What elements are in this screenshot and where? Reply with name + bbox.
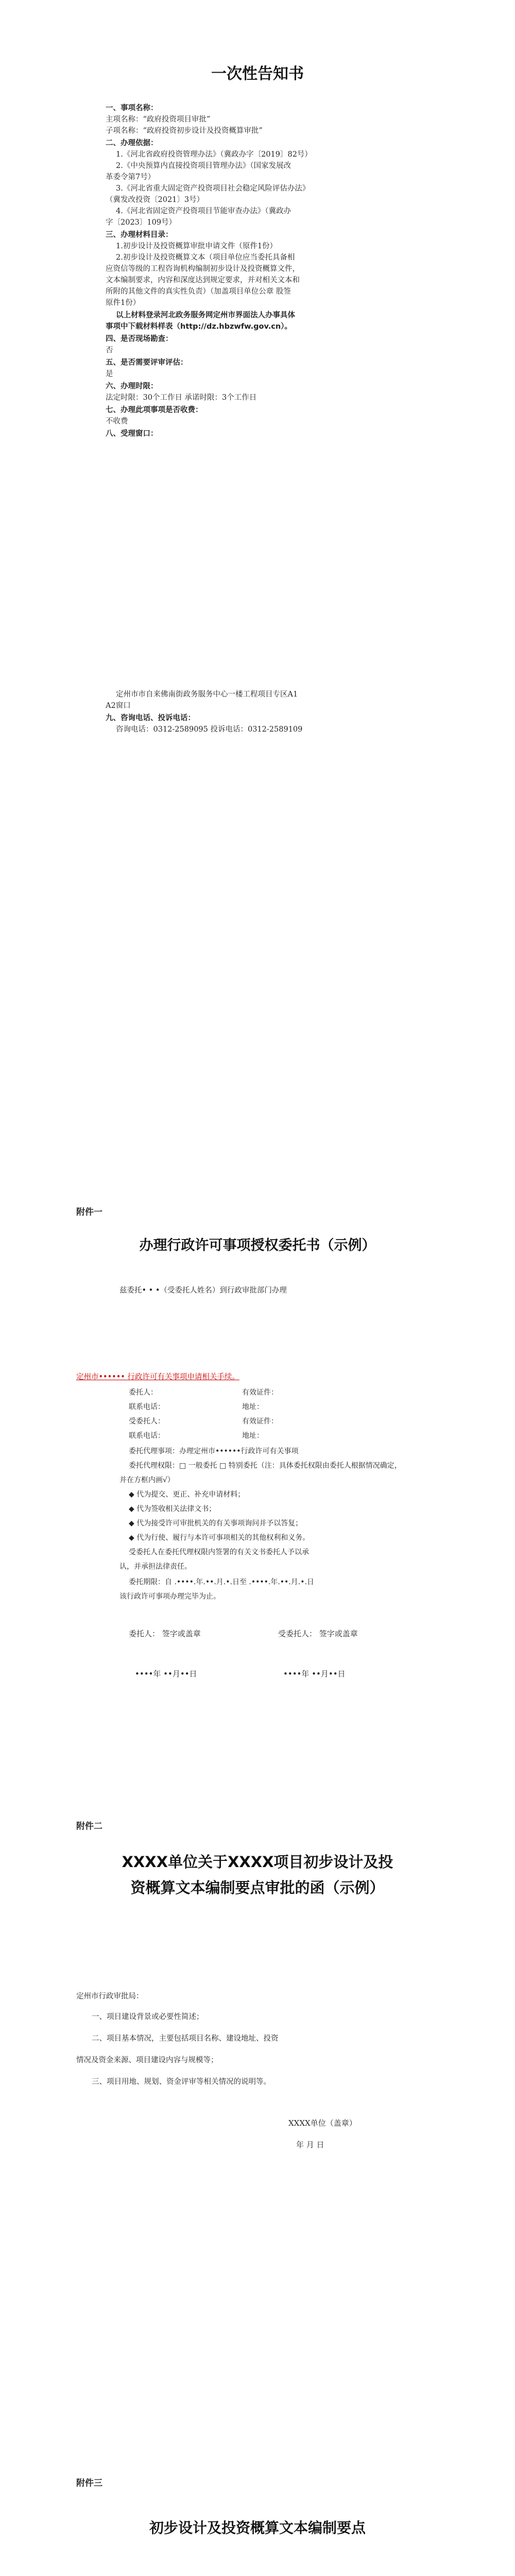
main-item-name: 主项名称：“政府投资项目审批” — [106, 115, 211, 124]
material-1: 1.初步设计及投资概算审批申请文件（原件1份） — [116, 242, 278, 250]
client-label: 委托人： — [129, 1388, 158, 1397]
section-4-value: 否 — [106, 346, 113, 354]
agent-id-label: 有效证件： — [242, 1417, 278, 1426]
item-2a: 二、项目基本情况，主要包括项目名称、建设地址、投资 — [92, 2035, 279, 2043]
agent-addr-label: 地址： — [242, 1432, 264, 1440]
section-8-heading: 八、受理窗口： — [106, 430, 158, 438]
attachment-label: 附件三 — [76, 2478, 102, 2488]
materials-note-b: 事项中下载材料样表（http://dz.hbzwfw.gov.cn）。 — [106, 323, 292, 331]
basis-2a: 2.《中央预算内直接投资项目管理办法》（国家发展改 — [116, 162, 291, 170]
section-5-heading: 五、是否需要评审评估： — [106, 359, 188, 367]
basis-3a: 3.《河北省重大固定资产投资项目社会稳定风险评估办法》 — [116, 184, 310, 193]
sub-item-name: 子项名称：“政府投资初步设计及投资概算审批” — [106, 127, 263, 135]
entrust-continuation — [76, 1369, 239, 1385]
page-title-line-2: 资概算文本编制要点审批的函（示例） — [130, 1879, 385, 1896]
client-addr-label: 地址： — [242, 1403, 264, 1411]
material-2e: 原件1份） — [106, 299, 141, 307]
section-9-heading: 九、咨询电话、投诉电话： — [106, 714, 195, 722]
client-id-label: 有效证件： — [242, 1388, 278, 1397]
basis-3b: （冀发改投资〔2021〕3号） — [106, 196, 204, 204]
basis-4a: 4.《河北省固定资产投资项目节能审查办法》（冀政办 — [116, 207, 291, 215]
item-3: 三、项目用地、规划、资金评审等相关情况的说明等。 — [92, 2078, 271, 2086]
signing-unit: XXXX单位（盖章） — [288, 2119, 357, 2128]
client-signature: 委托人： 签字或盖章 — [129, 1629, 201, 1638]
term-b: 该行政许可事项办理完毕为止。 — [119, 1592, 220, 1601]
item-2b: 情况及资金来源、项目建设内容与规模等； — [76, 2056, 218, 2064]
section-3-heading: 三、办理材料目录： — [106, 231, 173, 239]
agent-signature: 受委托人： 签字或盖章 — [278, 1629, 358, 1638]
delegated-authority: 委托代理权限：□ 一般委托 □ 特别委托（注：具体委托权限由委托人根据情况确定， — [129, 1462, 402, 1470]
window-address-b: A2窗口 — [106, 702, 131, 710]
page-title: 办理行政许可事项授权委托书（示例） — [139, 1238, 376, 1253]
option-2: ◆ 代为签收相关法律文书； — [129, 1505, 216, 1513]
section-7-heading: 七、办理此项事项是否收费： — [106, 406, 203, 414]
material-2a: 2.初步设计及投资概算文本（项目单位应当委托具备相 — [116, 253, 295, 262]
section-1-heading: 一、事项名称： — [106, 104, 158, 112]
client-tel-label: 联系电话： — [129, 1403, 165, 1411]
materials-note-a: 以上材料登录河北政务服务网定州市界面法人办事具体 — [116, 311, 295, 319]
agent-date: ••••年 ••月••日 — [283, 1669, 346, 1679]
option-3: ◆ 代为接受许可审批机关的有关事项询问并予以答复； — [129, 1519, 303, 1528]
delegated-authority-note: 并在方框内画√） — [119, 1476, 175, 1484]
basis-1: 1.《河北省政府投资管理办法》（冀政办字〔2019〕82号） — [116, 150, 312, 159]
term-a: 委托期限：自 .••••.年.••.月.•.日至 .••••.年.••.月.•.日 — [129, 1578, 314, 1586]
entrust-continuation-text: 定州市•••••• 行政许可有关事项申请相关手续。 — [76, 1373, 239, 1381]
delegated-matter: 委托代理事项：办理定州市••••••行政许可有关事项 — [129, 1447, 299, 1455]
attachment-label: 附件一 — [76, 1207, 102, 1217]
phone-numbers: 咨询电话：0312-2589095 投诉电话：0312-2589109 — [116, 725, 303, 734]
section-6-value: 法定时限：30个工作日 承诺时限：3个工作日 — [106, 394, 257, 402]
agent-label: 受委托人： — [129, 1417, 165, 1426]
entrust-paragraph: 兹委托• • •（受委托人姓名）到行政审批部门办理 — [119, 1286, 287, 1295]
client-date: ••••年 ••月••日 — [135, 1669, 197, 1679]
material-2c: 文本编制要求，内容和深度达到规定要求，并对相关文本和 — [106, 276, 300, 284]
option-4: ◆ 代为行使、履行与本许可事项相关的其他权利和义务。 — [129, 1534, 310, 1542]
basis-4b: 字〔2023〕109号） — [106, 218, 177, 227]
section-2-heading: 二、办理依据： — [106, 139, 158, 147]
basis-2b: 革委令第7号） — [106, 173, 156, 181]
option-1: ◆ 代为提交、更正、补充申请材料； — [129, 1490, 245, 1499]
signing-date: 年 月 日 — [296, 2140, 324, 2149]
material-2b: 应资信等级的工程咨询机构编制初步设计及投资概算文件， — [106, 265, 300, 273]
declaration-b: 认，并承担法律责任。 — [119, 1563, 192, 1571]
section-5-value: 是 — [106, 370, 113, 378]
page-title-line-1: XXXX单位关于XXXX项目初步设计及投 — [122, 1853, 393, 1871]
section-4-heading: 四、是否现场勘查： — [106, 335, 173, 343]
item-1: 一、项目建设背景或必要性简述； — [92, 2013, 204, 2021]
page-title: 初步设计及投资概算文本编制要点 — [149, 2519, 366, 2536]
section-7-value: 不收费 — [106, 417, 128, 426]
page-title: 一次性告知书 — [211, 65, 304, 83]
agent-tel-label: 联系电话： — [129, 1432, 165, 1440]
attachment-label: 附件二 — [76, 1821, 102, 1832]
declaration-a: 受委托人在委托代理权限内签署的有关文书委托人予以承 — [129, 1548, 309, 1556]
section-6-heading: 六、办理时限： — [106, 382, 158, 391]
window-address-a: 定州市市自来佛南街政务服务中心一楼工程项目专区A1 — [116, 690, 298, 699]
addressee: 定州市行政审批局： — [76, 1992, 144, 2001]
material-2d: 所附的其他文件的真实性负责）（加盖项目单位公章 股签 — [106, 287, 291, 296]
